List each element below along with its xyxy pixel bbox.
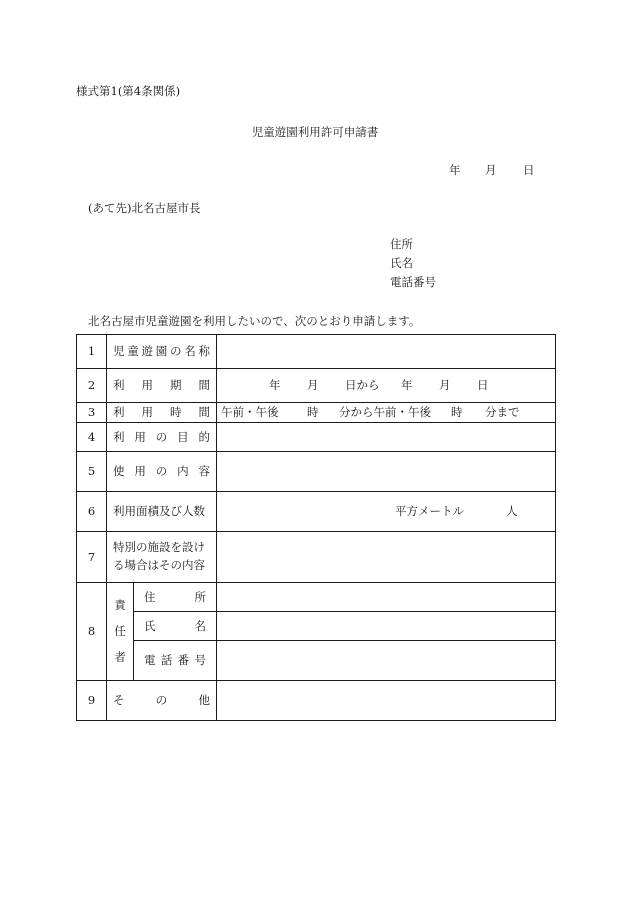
- date-day-label: 日: [523, 163, 535, 177]
- applicant-name-label: 氏名: [390, 256, 413, 270]
- table-row: [77, 612, 556, 641]
- table-row: [77, 583, 556, 612]
- label-usage-content: 使 用 の 内 容: [107, 452, 217, 492]
- table-row: [77, 681, 556, 721]
- label-responsible-address: 住 所: [134, 583, 217, 612]
- label-other: そ の 他: [107, 681, 217, 721]
- row-number: 4: [77, 423, 107, 452]
- table-row: [77, 423, 556, 452]
- label-usage-time: 利 用 時 間: [107, 403, 217, 423]
- park-name-field[interactable]: [217, 335, 556, 369]
- responsible-phone-field[interactable]: [217, 641, 556, 681]
- row-number: 3: [77, 403, 107, 423]
- row-number: 5: [77, 452, 107, 492]
- purpose-field[interactable]: [217, 423, 556, 452]
- responsible-address-field[interactable]: [217, 583, 556, 612]
- label-park-name: 児 童 遊 園 の 名 称: [107, 335, 217, 369]
- addressee: (あて先)北名古屋市長: [88, 201, 201, 215]
- special-facilities-field[interactable]: [217, 532, 556, 583]
- usage-content-field[interactable]: [217, 452, 556, 492]
- application-table: [76, 334, 556, 721]
- table-row: [77, 452, 556, 492]
- table-row: [77, 369, 556, 403]
- applicant-address-label: 住所: [390, 237, 413, 251]
- usage-time-field[interactable]: 午前・午後 時 分から午前・午後 時 分まで: [217, 403, 556, 423]
- label-purpose: 利 用 の 目 的: [107, 423, 217, 452]
- row-number: 8: [77, 583, 107, 681]
- date-line: [449, 162, 535, 178]
- area-and-people-field[interactable]: 平方メートル 人: [217, 492, 556, 532]
- table-row: [77, 335, 556, 369]
- date-year-label: 年: [449, 163, 461, 177]
- form-number-label: 様式第1(第4条関係): [76, 84, 181, 98]
- label-area-and-people: 利用面積及び人数: [107, 492, 217, 532]
- row-number: 9: [77, 681, 107, 721]
- row-number: 7: [77, 532, 107, 583]
- label-responsible-name: 氏 名: [134, 612, 217, 641]
- other-field[interactable]: [217, 681, 556, 721]
- table-row: [77, 641, 556, 681]
- usage-period-field[interactable]: 年 月 日から 年 月 日: [217, 369, 556, 403]
- responsible-name-field[interactable]: [217, 612, 556, 641]
- label-usage-period: 利 用 期 間: [107, 369, 217, 403]
- page-title: 児童遊園利用許可申請書: [251, 125, 379, 139]
- table-row: [77, 403, 556, 423]
- intro-text: 北名古屋市児童遊園を利用したいので、次のとおり申請します。: [88, 314, 421, 328]
- label-special-facilities: 特別の施設を設け る場合はその内容: [107, 532, 217, 583]
- responsible-person-label: 責 任 者: [107, 583, 134, 681]
- table-row: [77, 492, 556, 532]
- applicant-phone-label: 電話番号: [390, 275, 436, 289]
- row-number: 2: [77, 369, 107, 403]
- label-responsible-phone: 電 話 番 号: [134, 641, 217, 681]
- table-row: [77, 532, 556, 583]
- row-number: 6: [77, 492, 107, 532]
- row-number: 1: [77, 335, 107, 369]
- date-month-label: 月: [485, 163, 497, 177]
